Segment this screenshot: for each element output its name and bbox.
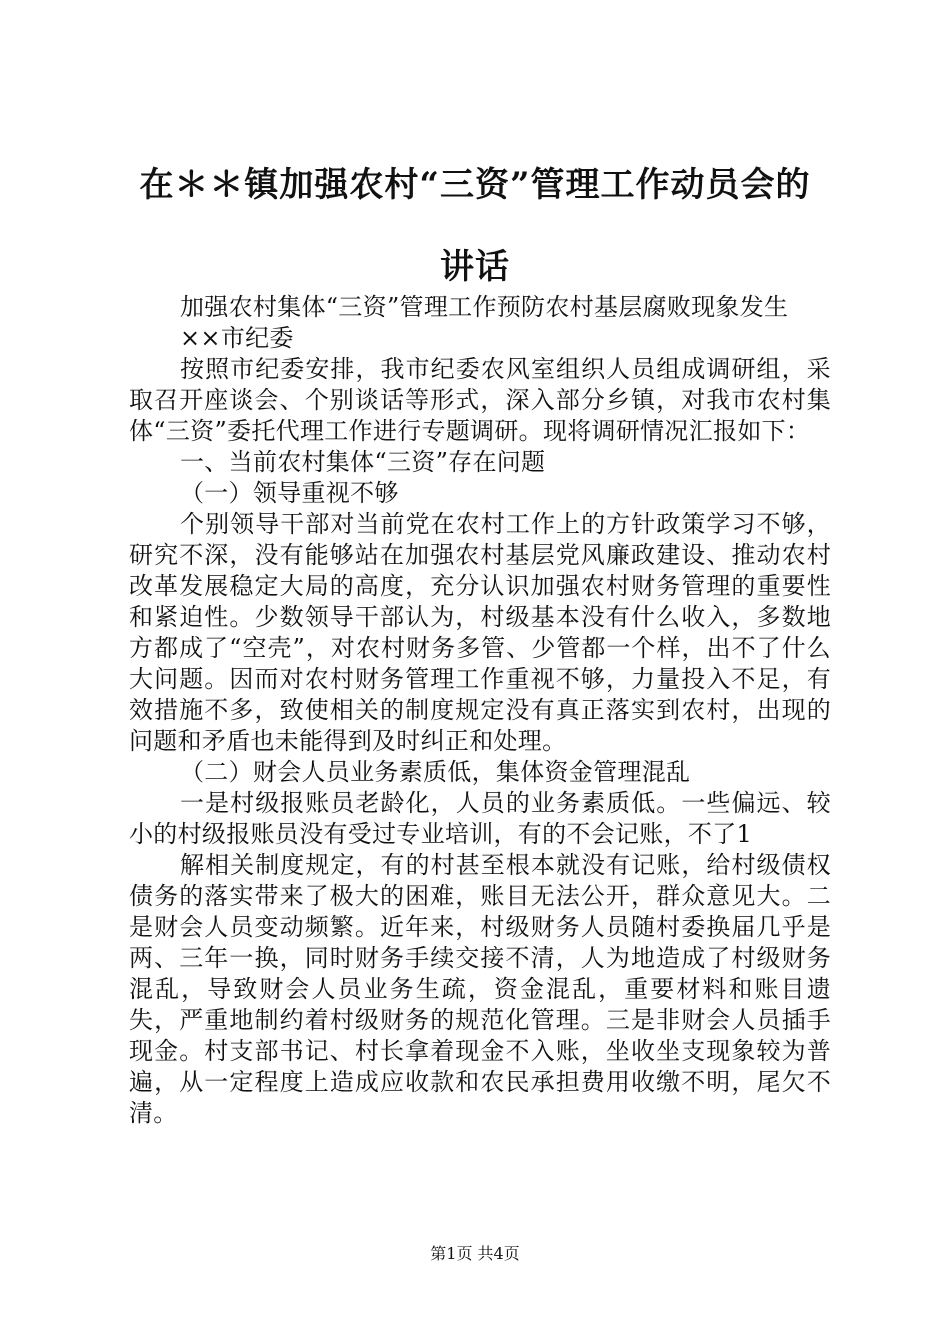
document-title-line1: 在＊＊镇加强农村“三资”管理工作动员会的 (139, 165, 811, 205)
body-paragraph: 个别领导干部对当前党在农村工作上的方针政策学习不够，研究不深，没有能够站在加强农村基层党风廉政建设、推动农村改革发展稳定大局的高度，充分认识加强农村财务管理的重要性和紧迫性。少数领导干部认为，村级基本没有什么收入，多数地方都成了“空壳”，对农村财务多管、少管都一个样，出不了什么大问题。因而对农村财务管理工作重视不够，力量投入不足，有效措施不多，致使相关的制度规定没有真正落实到农村，出现的问题和矛盾也未能得到及时纠正和处理。 (129, 510, 831, 755)
document-title-line2: 讲话 (440, 247, 510, 287)
intro-paragraph: 按照市纪委安排，我市纪委农风室组织人员组成调研组，采取召开座谈会、个别谈话等形式，深入部分乡镇，对我市农村集体“三资”委托代理工作进行专题调研。现将调研情况汇报如下： (129, 355, 831, 445)
section-heading-1: 一、当前农村集体“三资”存在问题 (180, 448, 546, 476)
subsection-heading-1: （一）领导重视不够 (180, 479, 399, 507)
document-body (129, 292, 831, 1129)
body-paragraph: 一是村级报账员老龄化，人员的业务素质低。一些偏远、较小的村级报账员没有受过专业培训，有的不会记账，不了1 (129, 789, 831, 848)
subsection-heading-2: （二）财会人员业务素质低，集体资金管理混乱 (180, 758, 691, 786)
body-paragraph: 解相关制度规定，有的村甚至根本就没有记账，给村级债权债务的落实带来了极大的困难，账目无法公开，群众意见大。二是财会人员变动频繁。近年来，村级财务人员随村委换届几乎是两、三年一换，同时财务手续交接不清，人为地造成了村级财务混乱，导致财会人员业务生疏，资金混乱，重要材料和账目遗失，严重地制约着村级财务的规范化管理。三是非财会人员插手现金。村支部书记、村长拿着现金不入账，坐收坐支现象较为普遍，从一定程度上造成应收款和农民承担费用收缴不明，尾欠不清。 (129, 851, 831, 1127)
author-line: ××市纪委 (180, 324, 294, 352)
page-footer: 第1页 共4页 (430, 1244, 520, 1263)
subtitle-paragraph: 加强农村集体“三资”管理工作预防农村基层腐败现象发生 (180, 293, 789, 321)
